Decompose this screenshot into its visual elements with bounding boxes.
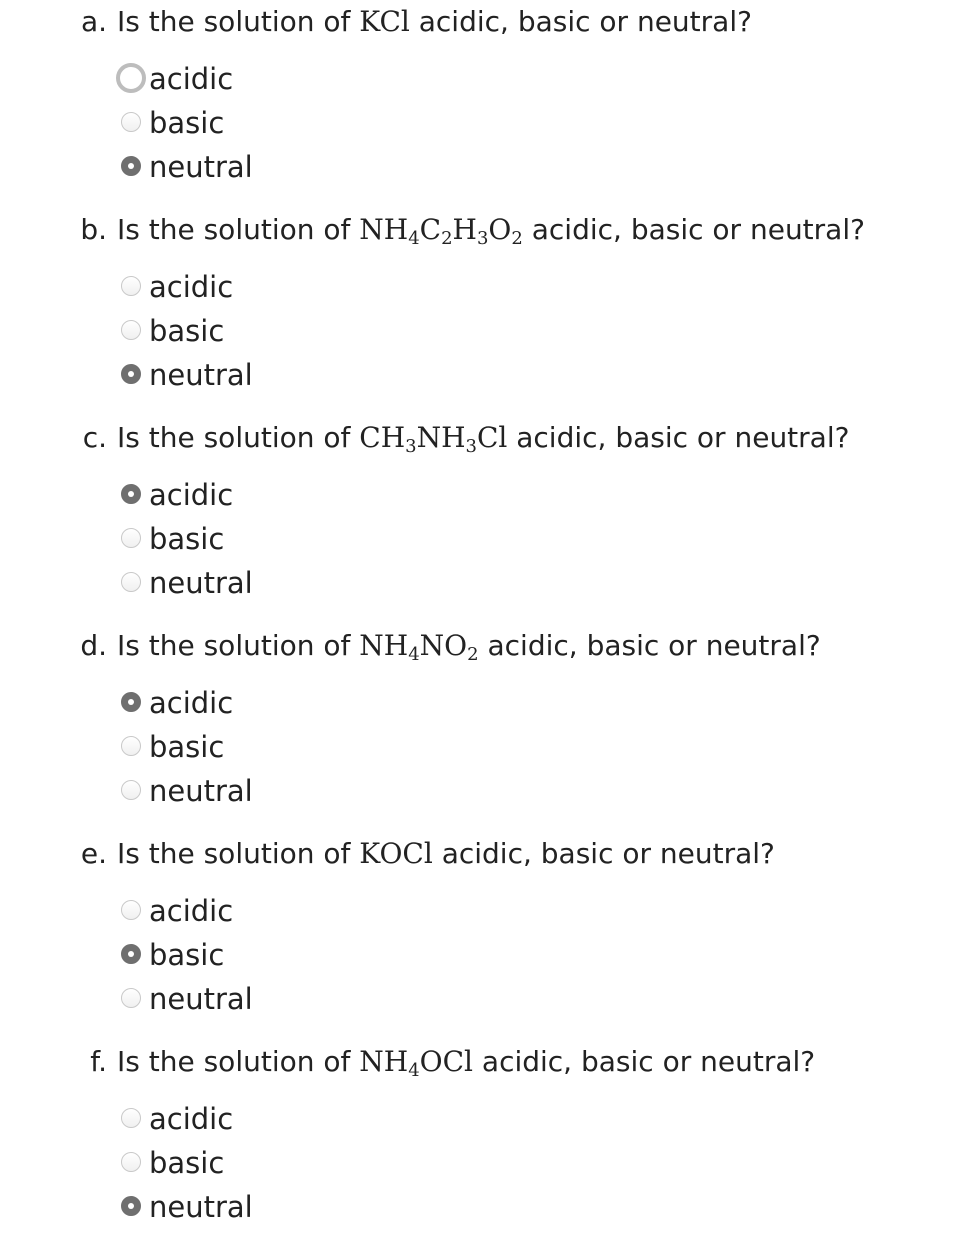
option-acidic[interactable] — [0, 57, 980, 101]
question-prompt — [0, 832, 980, 876]
question-letter: b. — [80, 213, 107, 246]
formula-subscript: 2 — [441, 228, 453, 249]
question-3 — [0, 416, 980, 605]
question-6 — [0, 1040, 980, 1229]
prompt-suffix: acidic, basic or neutral? — [418, 5, 752, 38]
radio-button[interactable] — [121, 572, 141, 592]
formula-text: O — [488, 213, 512, 246]
question-4 — [0, 624, 980, 813]
option-label[interactable]: basic — [149, 314, 225, 348]
formula-text: Cl — [476, 421, 508, 454]
formula-text: NH — [359, 629, 409, 662]
option-acidic[interactable] — [0, 473, 980, 517]
radio-button[interactable] — [121, 900, 141, 920]
option-label[interactable]: acidic — [149, 686, 234, 720]
formula-text: KOCl — [359, 837, 433, 870]
question-text — [117, 1040, 815, 1084]
question-prompt — [0, 624, 980, 668]
radio-button[interactable] — [121, 1152, 141, 1172]
question-text — [117, 208, 865, 252]
option-acidic[interactable] — [0, 265, 980, 309]
answer-options — [0, 681, 980, 813]
formula-text: KCl — [359, 5, 410, 38]
prompt-suffix: acidic, basic or neutral? — [487, 629, 821, 662]
chemical-formula — [359, 5, 410, 38]
formula-subscript: 4 — [408, 644, 420, 665]
radio-button[interactable] — [121, 736, 141, 756]
formula-subscript: 4 — [408, 228, 420, 249]
answer-options — [0, 473, 980, 605]
question-text — [117, 0, 752, 44]
option-label[interactable]: neutral — [149, 982, 253, 1016]
formula-text: CH — [359, 421, 406, 454]
option-label[interactable]: acidic — [149, 270, 234, 304]
question-5 — [0, 832, 980, 1021]
prompt-prefix: Is the solution of — [117, 629, 351, 662]
prompt-suffix: acidic, basic or neutral? — [481, 1045, 816, 1078]
option-label[interactable]: neutral — [149, 774, 253, 808]
question-prompt — [0, 416, 980, 460]
radio-button[interactable] — [121, 276, 141, 296]
radio-button[interactable] — [121, 112, 141, 132]
prompt-prefix: Is the solution of — [117, 5, 351, 38]
question-1 — [0, 0, 980, 189]
option-label[interactable]: neutral — [149, 150, 253, 184]
prompt-prefix: Is the solution of — [117, 213, 351, 246]
prompt-suffix: acidic, basic or neutral? — [531, 213, 865, 246]
option-label[interactable]: neutral — [149, 358, 253, 392]
option-label[interactable]: acidic — [149, 478, 234, 512]
option-neutral[interactable] — [0, 145, 980, 189]
option-label[interactable]: neutral — [149, 1190, 253, 1224]
chemical-formula — [359, 837, 433, 870]
chemical-formula — [359, 1045, 473, 1081]
radio-button[interactable] — [121, 692, 141, 712]
formula-subscript: 4 — [408, 1060, 420, 1081]
option-label[interactable]: basic — [149, 1146, 225, 1180]
chemical-formula — [359, 213, 523, 249]
prompt-prefix: Is the solution of — [117, 421, 351, 454]
question-letter: f. — [90, 1045, 107, 1078]
option-label[interactable]: basic — [149, 730, 225, 764]
radio-button[interactable] — [121, 484, 141, 504]
radio-button[interactable] — [121, 528, 141, 548]
radio-button[interactable] — [121, 780, 141, 800]
option-neutral[interactable] — [0, 353, 980, 397]
question-letter: e. — [80, 837, 107, 870]
radio-button[interactable] — [121, 320, 141, 340]
question-2 — [0, 208, 980, 397]
option-basic[interactable] — [0, 101, 980, 145]
option-basic[interactable] — [0, 725, 980, 769]
formula-text: NH — [416, 421, 466, 454]
formula-subscript: 3 — [405, 436, 417, 457]
question-prompt — [0, 1040, 980, 1084]
option-neutral[interactable] — [0, 769, 980, 813]
option-neutral[interactable] — [0, 977, 980, 1021]
option-basic[interactable] — [0, 1141, 980, 1185]
formula-text: NH — [359, 1045, 409, 1078]
option-label[interactable]: basic — [149, 938, 225, 972]
question-letter: d. — [80, 629, 107, 662]
option-label[interactable]: basic — [149, 106, 225, 140]
radio-button[interactable] — [121, 364, 141, 384]
radio-button[interactable] — [121, 1196, 141, 1216]
answer-options — [0, 57, 980, 189]
prompt-suffix: acidic, basic or neutral? — [516, 421, 850, 454]
formula-text: NH — [359, 213, 409, 246]
formula-text: H — [452, 213, 477, 246]
question-text — [117, 416, 849, 460]
answer-options — [0, 1097, 980, 1229]
option-basic[interactable] — [0, 517, 980, 561]
question-text — [117, 624, 821, 668]
formula-text: C — [419, 213, 442, 246]
chemical-formula — [359, 421, 508, 457]
option-acidic[interactable] — [0, 889, 980, 933]
radio-button[interactable] — [121, 156, 141, 176]
option-label[interactable]: acidic — [149, 1102, 234, 1136]
option-label[interactable]: basic — [149, 522, 225, 556]
formula-subscript: 2 — [467, 644, 479, 665]
question-letter: c. — [82, 421, 107, 454]
option-basic[interactable] — [0, 933, 980, 977]
radio-button[interactable] — [121, 944, 141, 964]
answer-options — [0, 265, 980, 397]
option-neutral[interactable] — [0, 1185, 980, 1229]
question-text — [117, 832, 775, 876]
option-label[interactable]: acidic — [149, 62, 234, 96]
formula-text: NO — [419, 629, 468, 662]
answer-options — [0, 889, 980, 1021]
formula-subscript: 2 — [511, 228, 523, 249]
prompt-prefix: Is the solution of — [117, 837, 351, 870]
prompt-suffix: acidic, basic or neutral? — [441, 837, 775, 870]
chemical-formula — [359, 629, 479, 665]
radio-button[interactable] — [121, 1108, 141, 1128]
option-label[interactable]: acidic — [149, 894, 234, 928]
option-basic[interactable] — [0, 309, 980, 353]
question-prompt — [0, 0, 980, 44]
formula-subscript: 3 — [465, 436, 477, 457]
prompt-prefix: Is the solution of — [117, 1045, 351, 1078]
option-acidic[interactable] — [0, 1097, 980, 1141]
question-prompt — [0, 208, 980, 252]
option-acidic[interactable] — [0, 681, 980, 725]
option-neutral[interactable] — [0, 561, 980, 605]
radio-button[interactable] — [121, 988, 141, 1008]
question-letter: a. — [80, 5, 107, 38]
radio-button[interactable] — [116, 63, 146, 93]
option-label[interactable]: neutral — [149, 566, 253, 600]
formula-subscript: 3 — [476, 228, 489, 249]
formula-text: OCl — [419, 1045, 473, 1078]
